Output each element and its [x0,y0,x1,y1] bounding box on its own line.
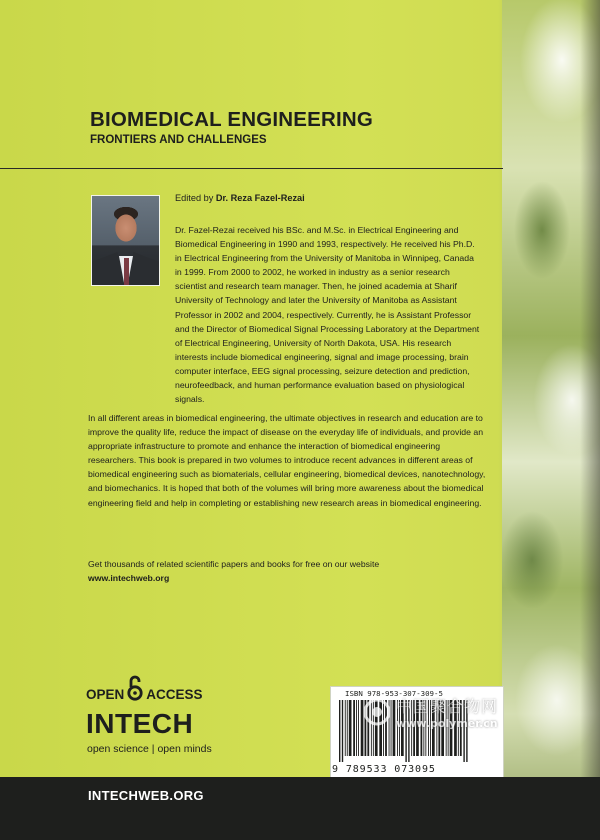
watermark-text [396,694,498,730]
editor-photo [91,195,160,286]
book-subtitle: FRONTIERS AND CHALLENGES [90,134,267,146]
barcode-bar [342,700,343,762]
website-note-text: Get thousands of related scientific papers and books for free on our website [88,559,380,569]
barcode-bar [347,700,348,756]
barcode-bar [345,700,346,756]
editor-name: Dr. Reza Fazel-Rezai [215,193,305,203]
isbn-label: ISBN 978-953-307-309-5 [345,689,443,698]
footer-band [0,777,600,840]
barcode-bar [353,700,355,756]
book-title: BIOMEDICAL ENGINEERING [90,108,374,131]
watermark-chinese: 中国聚合物网 [396,697,499,716]
barcode-bar [349,700,352,756]
barcode-digits: 9 789533 073095 [332,764,436,775]
editor-biography: Dr. Fazel-Rezai received his BSc. and M.Sc. in Electrical Engineering and Biomedical Engineering in 1990 and 1993, respectively. He received his Ph.D. in Electrical Engineering from the University of Manitoba in Winnipeg, Canada in 1999. From 2000 to 2002, he worked in industry as a senior research scientist and research team manager. Then, he joined academia at Sharif University of Technology and later the University of Manitoba as Assistant Professor in 2002 and 2004, respectively. Currently, he is Assistant Professor and the Director of Biomedical Signal Processing Laboratory at the Department of Electrical Engineering, University of North Dakota, USA. His research interests include biomedical engineering, signal and image processing, brain computer interface, EEG signal processing, seizure detection and prediction, neurofeedback, and human performance evaluation based on physiological signals. [175,225,480,405]
spine-edge [580,0,600,840]
website-url-link[interactable]: www.intechweb.org [88,573,170,584]
open-access-open-word: OPEN [86,687,125,702]
polymer-logo-icon [362,697,392,727]
barcode-bar [356,700,357,756]
publisher-logo: INTECH [86,708,194,739]
barcode-bar [358,700,359,756]
barcode-bar [339,700,340,762]
edited-by-prefix: Edited by [175,193,216,203]
watermark-url: www.polymer.cn [396,717,498,730]
open-access-access-word: ACCESS [146,687,203,702]
publisher-tagline: open science | open minds [87,743,212,755]
book-summary: In all different areas in biomedical engineering, the ultimate objectives in research and education are to improve the quality life, reduce the impact of disease on the everyday life of individuals, and provide an appropriate infrastructure to promote and enhance the interaction of biomedical engineering researchers. This book is prepared in two volumes to introduce recent advances in different areas of biomedical engineering such as biomaterials, cellular engineering, biomedical devices, nanotechnology, and biomechanics. It is hoped that both of the volumes will bring more awareness about the biomedical engineering field and help in completing or establishing new research areas in biomedical engineering. [88,413,486,508]
title-divider [0,168,503,169]
website-note [88,557,486,585]
open-access-logo [86,662,203,702]
watermark [362,694,498,730]
footer-website-link[interactable]: INTECHWEB.ORG [88,788,204,803]
editor-photo-tie [124,258,129,285]
open-access-padlock-icon [127,675,143,701]
edited-by-line [175,193,305,203]
